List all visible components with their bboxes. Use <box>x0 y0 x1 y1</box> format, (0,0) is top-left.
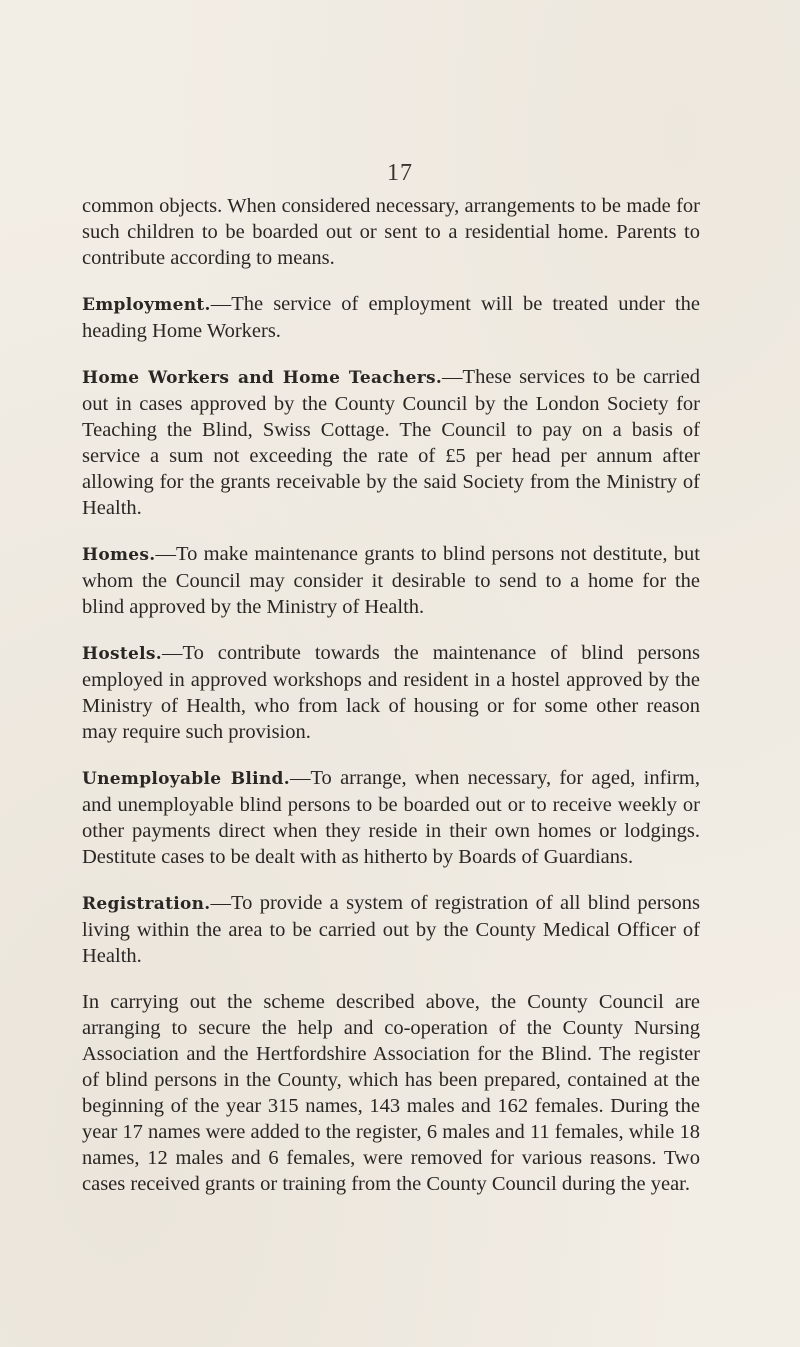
paragraph-text: —To arrange, when necessary, for aged, infirm, and unemployable blind persons to be boarded out or to receive weekly or other payments direct when they reside in their own homes or lodgings. Destitute cases to be dealt with as hitherto by Boards of Guardians. <box>82 767 700 868</box>
paragraph-text: —These services to be carried out in cases approved by the County Council by the London Society for Teaching the Blind, Swiss Cottage. The Council to pay on a basis of service a sum not exceeding the rate of £5 per head per annum after allowing for the grants receivable by the said Society from the Ministry of Health. <box>82 366 700 519</box>
paragraph-text: —To provide a system of registration of all blind persons living within the area to be carried out by the County Medical Officer of Health. <box>82 892 700 967</box>
section-heading: Registration. <box>82 894 211 914</box>
paragraph-hostels <box>82 640 700 745</box>
paragraph-unemployable-blind <box>82 765 700 870</box>
paragraph-text: —The service of employment will be treated under the heading Home Workers. <box>82 293 700 342</box>
paragraph-homes <box>82 541 700 620</box>
section-heading: Home Workers and Home Teachers. <box>82 368 443 388</box>
paragraph-employment <box>82 291 700 344</box>
paragraph-text: common objects. When considered necessary, arrangements to be made for such children to be boarded out or sent to a residential home. Parents to contribute according to means. <box>82 195 700 269</box>
paragraph-registration <box>82 890 700 969</box>
paragraph-home-workers <box>82 364 700 521</box>
section-heading: Hostels. <box>82 644 162 664</box>
paragraph-text: In carrying out the scheme described above, the County Council are arranging to secure the help and co-operation of the County Nursing Association and the Hertfordshire Association for the Blind. The register of blind persons in the County, which has been prepared, contained at the beginning of the year 315 names, 143 males and 162 females. During the year 17 names were added to the register, 6 males and 11 females, while 18 names, 12 males and 6 females, were removed for various reasons. Two cases received grants or training from the County Council during the year. <box>82 991 700 1195</box>
paragraph-text: —To contribute towards the maintenance of blind persons employed in approved workshops and resident in a hostel approved by the Ministry of Health, who from lack of housing or for some other reason may require such provision. <box>82 642 700 743</box>
body-text <box>82 193 700 1217</box>
section-heading: Employment. <box>82 295 211 315</box>
paragraph-text: —To make maintenance grants to blind persons not destitute, but whom the Council may consider it desirable to send to a home for the blind approved by the Ministry of Health. <box>82 543 700 618</box>
section-heading: Homes. <box>82 545 156 565</box>
paragraph-continuation <box>82 193 700 271</box>
page-number: 17 <box>387 160 413 186</box>
paragraph-summary <box>82 989 700 1197</box>
section-heading: Unemployable Blind. <box>82 769 290 789</box>
